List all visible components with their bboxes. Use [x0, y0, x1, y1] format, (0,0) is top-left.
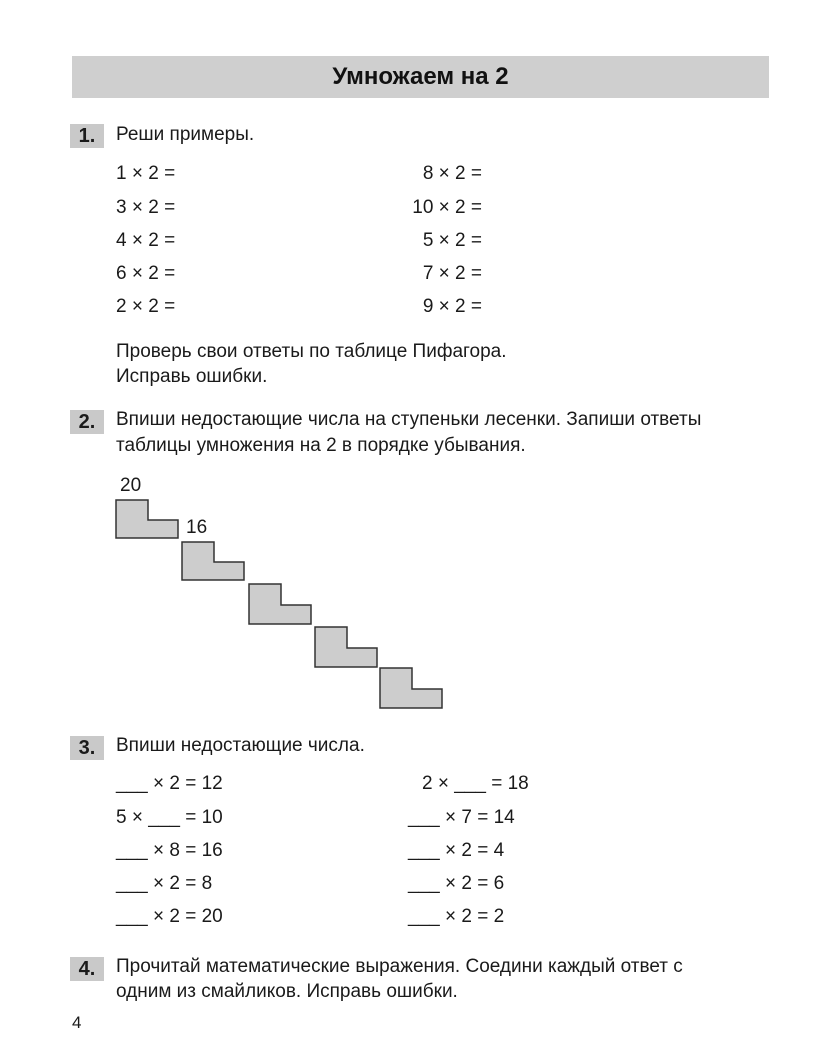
task-3-right-eq-3: ___ × 2 = 4 [408, 840, 505, 861]
task-3-right-eq-4: ___ × 2 = 6 [408, 873, 505, 894]
stair-step-2[interactable] [181, 541, 246, 581]
page-number: 4 [72, 1013, 82, 1032]
task-3-left-eq-5: ___ × 2 = 20 [116, 906, 223, 927]
task-1-right-eq-4: 7 × 2 = [422, 263, 482, 284]
step-label-20: 20 [120, 475, 142, 496]
task-3-left-eq-2: 5 × ___ = 10 [116, 807, 223, 828]
task-1-left-eq-4: 6 × 2 = [116, 263, 176, 284]
task-3-right-eq-5: ___ × 2 = 2 [408, 906, 505, 927]
task-3-right-eq-1: 2 × ___ = 18 [422, 773, 529, 794]
task-1-left-eq-1: 1 × 2 = [116, 163, 176, 184]
task-3-left-eq-4: ___ × 2 = 8 [116, 873, 213, 894]
stair-step-4[interactable] [314, 626, 379, 668]
step-label-16: 16 [186, 517, 208, 538]
task-1-note-line-2: Исправь ошибки. [116, 366, 268, 387]
task-1-note-line-1: Проверь свои ответы по таблице Пифагора. [116, 341, 507, 362]
task-1-right-eq-2: 10 × 2 = [412, 197, 482, 218]
task-1-right-eq-3: 5 × 2 = [422, 230, 482, 251]
task-3-right-eq-2: ___ × 7 = 14 [408, 807, 515, 828]
task-1-right-eq-1: 8 × 2 = [422, 163, 482, 184]
task-2-number: 2. [70, 410, 104, 434]
task-3-number: 3. [70, 736, 104, 760]
stair-step-1[interactable] [115, 499, 180, 539]
task-4-line-2: одним из смайликов. Исправь ошибки. [116, 981, 458, 1002]
stair-step-3[interactable] [248, 583, 313, 625]
stair-step-5[interactable] [379, 667, 444, 709]
task-2-line-2: таблицы умножения на 2 в порядке убывания. [116, 435, 526, 456]
task-3-instruction: Впиши недостающие числа. [116, 735, 365, 756]
task-3-left-eq-1: ___ × 2 = 12 [116, 773, 223, 794]
task-4-line-1: Прочитай математические выражения. Соедини каждый ответ с [116, 956, 683, 977]
title-bar [72, 56, 769, 98]
task-1-number: 1. [70, 124, 104, 148]
task-1-instruction: Реши примеры. [116, 124, 255, 145]
task-3-left-eq-3: ___ × 8 = 16 [116, 840, 223, 861]
task-1-left-eq-5: 2 × 2 = [116, 296, 176, 317]
page-title: Умножаем на 2 [332, 63, 509, 90]
task-2-line-1: Впиши недостающие числа на ступеньки лесенки. Запиши ответы [116, 409, 702, 430]
task-1-right-eq-5: 9 × 2 = [422, 296, 482, 317]
task-4-number: 4. [70, 957, 104, 981]
task-1-left-eq-2: 3 × 2 = [116, 197, 176, 218]
task-1-left-eq-3: 4 × 2 = [116, 230, 176, 251]
